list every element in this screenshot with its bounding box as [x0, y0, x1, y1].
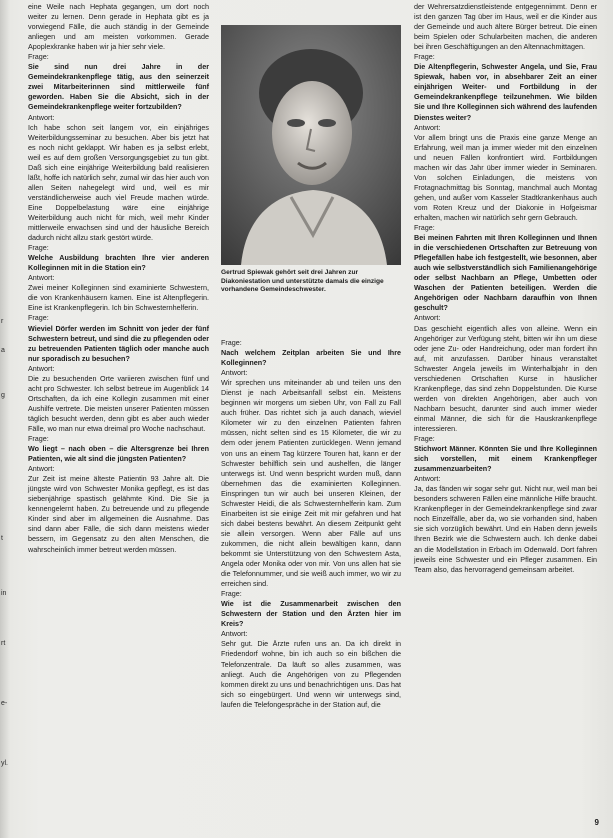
answer-label: Antwort:: [28, 112, 55, 122]
edge-fragment: e-: [1, 700, 8, 707]
photo-caption: Gertrud Spiewak gehört seit drei Jahren zur Diakoniestation und unterstützte damals die einzige vorhandene Gemeindeschwester.: [221, 269, 384, 294]
edge-fragment: rt: [1, 640, 6, 647]
edge-fragment: g: [1, 392, 5, 399]
answer: Ich habe schon seit langem vor, ein einjähriges Weiterbildungsseminar zu besuchen. Aber bis jetzt hat es noch nicht geklappt. Wir haben es ja selbst erlebt, weil es auf dem großen Versorgungsgebiet zu tun gibt. Daß sich eine einjährige Weiterbildung bald realisieren läßt, hoffe ich natürlich sehr, zumal wir das hier auch von allen Seiten nahegelegt wird und, weil es mir verständlicherweise auch viel Freude machen würde. Eine Doppelbelastung wäre eine einjährige Weiterbildung auch nicht für mich, weil mehr Kinder mittlerweile erwachsen sind und der häusliche Bereich dadurch nicht allzu stark gestört würde.: [28, 122, 209, 243]
edge-fragment: r: [1, 318, 4, 325]
question: Sie sind nun drei Jahre in der Gemeindekrankenpflege tätig, aus den seinerzeit zwei Mitarbeiterinnen sind mittlerweile fünf geworden. Haben Sie die Absicht, sich in der Gemeindekrankenpflege weiter fortzubilden?: [28, 62, 209, 112]
question-label: Frage:: [414, 223, 435, 233]
edge-fragment: a: [1, 347, 5, 354]
column-middle: [221, 338, 401, 710]
answer: Vor allem bringt uns die Praxis eine ganze Menge an Erfahrung, weil man ja immer wieder mit den einzelnen und neuen Fällen konfrontiert wird. Fortbildungen machen wir das Jahr über immer wieder in Seminaren. Von solchen Einladungen, die meistens von Frotagnachmittag bis Sonntag, manchmal auch Montag gehen, und außer vom Kasseler Stadtkrankenhaus auch vom Roten Kreuz und der Diakonie in Hofgeismar erhalten, machen wir natürlich sehr gern Gebrauch.: [414, 132, 597, 222]
edge-fragment: in: [1, 590, 7, 597]
question: Die Altenpflegerin, Schwester Angela, und Sie, Frau Spiewak, haben vor, in absehbarer Zeit an einer einjährigen Weiter- und Fortbildung in der Gemeindekrankenpflege teilzunehmen. Wie bilden Sie und Ihre Kolleginnen sich während des laufenden Dienstes weiter?: [414, 62, 597, 122]
question-label: Frage:: [28, 243, 49, 253]
edge-fragment: yl.: [1, 760, 8, 767]
edge-fragment: t: [1, 535, 3, 542]
answer-label: Antwort:: [414, 122, 441, 132]
answer-label: Antwort:: [221, 368, 248, 378]
question-label: Frage:: [28, 313, 49, 323]
answer: Ja, das fänden wir sogar sehr gut. Nicht nur, weil man bei besonders schweren Fällen eine männliche Hilfe braucht. Krankenpfleger in der Gemeindekrankenpflege sind zwar noch Einzelfälle, aber da, wo sie vorhanden sind, haben sie sich vorzüglich bewährt. Und ein Haben denn jeweils Ihren Bezirk wie die Schwestern auch. Ich denke dabei an die Modellstation in Erbach im Odenwald. Dort fahren jeweils eine Schwester und ein Pfleger zusammen. Ein Team also, das hervorragend gemeinsam arbeitet.: [414, 484, 597, 574]
answer: Die zu besuchenden Orte variieren zwischen fünf und acht pro Schwester. Ich selbst betreue im Augenblick 14 Ortschaften, da ich eine Kollegin zusammen mit einer Aushilfe vertrete. Die meisten unserer Patienten müssen täglich besucht werden, denn gibt es aber auch wieder Fälle, wo man nur etwa dreimal pro Woche nachschaut.: [28, 373, 209, 433]
question: Welche Ausbildung brachten Ihre vier anderen Kolleginnen mit in die Station ein?: [28, 253, 209, 273]
answer: Sehr gut. Die Ärzte rufen uns an. Da ich direkt in Friedendorf wohne, bin ich auch so ein bißchen die Telefonzentrale. Da läuft so alles zusammen, was anliegt. Auch die Angehörigen von zu Pflegenden kommen direkt zu uns und benachrichtigen uns. Das hat sich so eingebürgert. Und wenn wir unterwegs sind, laufen die Telefongespräche in der Station auf, die: [221, 639, 401, 709]
question: Wo liegt – nach oben – die Altersgrenze bei Ihren Patienten, wie alt sind die jüngsten Patienten?: [28, 444, 209, 464]
answer: Das geschieht eigentlich alles von alleine. Wenn ein Angehöriger zur Verfügung steht, bitten wir ihn um diese oder jene Zu- oder Handreichung, oder man fordert ihn auf, mit anzufassen. Darüber hinaus veranstaltet Schwester Angela jeweils im Winterhalbjahr in den verschiedenen Ortschaften Kurse in häuslicher Krankenpflege, das sind zehn Doppelstunden. Die Kurse werden von direkten Angehörigen, aber auch von Nachbarn besucht, darunter sind auch immer wieder einmal Männer, die sich für die Hauskrankenpflege interessieren.: [414, 323, 597, 433]
answer-label: Antwort:: [28, 363, 55, 373]
question: Wie ist die Zusammenarbeit zwischen den Schwestern der Station und den Ärzten hier im Kreis?: [221, 599, 401, 629]
page-number: 9: [594, 818, 599, 827]
question-label: Frage:: [221, 338, 242, 347]
column-right: [414, 2, 597, 575]
answer: Zur Zeit ist meine älteste Patientin 93 Jahre alt. Die jüngste wird von Schwester Monika gepflegt, es ist das siebenjährige spastisch gelähmte Kind. Die Sie ja kennengelernt haben. Zu betreuende und zu pflegende Kinder sind aber im allgemeinen die Ausnahme. Das sind dann aber Fälle, die sich dann meistens wieder bessern, im Gegensatz zu den alten Menschen, die wahrscheinlich immer betreut werden müssen.: [28, 474, 209, 554]
answer-label: Antwort:: [28, 273, 55, 283]
question-label: Frage:: [221, 589, 242, 599]
question-label: Frage:: [414, 434, 435, 444]
answer: Wir sprechen uns miteinander ab und teilen uns den Dienst je nach Arbeitsanfall selbst ein. Meistens beginnen wir morgens um sieben Uhr, von Fall zu Fall auch früher. Das richtet sich ja auch danach, wieviel Kilometer wir zu den einzelnen Patienten fahren müssen, nicht selten sind es 15 Kilometer, die wir zu dem oder jenem Patienten zurücklegen. Wenn jemand von uns an einem Tag kürzere Touren hat, kann er der Schwester behilflich sein und aushelfen, die länger unterwegs ist. Und wenn bespricht wurden muß, dann übernehmen das die examinierten Kolleginnen. Einspringen tun wir auch bei unseren Kleinen, der Schwester Heidi, die als Schwesternhelferin kam. Zum Einarbeiten ist sie einige Zeit mit mir gefahren und hat sich dabei bestens bewährt. An diesem Zeitpunkt geht sie allein versorgen. Wenn aber Fälle auf uns zukommen, die nicht allein bewältigen kann, dann bekommt sie Unterstützung von den Schwestern Asta, Angela oder Monika oder von mir. Von uns allen hat sie die Telefonnummer, und sie weiß auch immer, wo wir zu erreichen sind.: [221, 378, 401, 589]
answer-label: Antwort:: [414, 313, 441, 323]
paragraph: der Wehrersatzdienstleistende entgegennimmt. Denn er ist den ganzen Tag über im Haus, weil er die Kinder aus der Gemeinde und auch ältere Bürger betreut. Die einen beim Spielen oder Schularbeiten machen, die anderen bei ihren Geschäftigungen an den Altennachmittagen.: [414, 2, 597, 52]
answer-label: Antwort:: [221, 629, 248, 639]
question: Wieviel Dörfer werden im Schnitt von jeder der fünf Schwestern betreut, und sind die zu pflegenden oder zu betreuenden Patienten täglich oder manche auch nur sporadisch zu besuchen?: [28, 323, 209, 363]
answer-label: Antwort:: [414, 474, 441, 484]
answer: Zwei meiner Kolleginnen sind examinierte Schwestern, die von Krankenhäusern kamen. Eine ist Altenpflegerin. Eine ist Krankenpflegerin. Ich bin Schwesternhelferin.: [28, 283, 209, 313]
answer-label: Antwort:: [28, 464, 55, 474]
paragraph: eine Weile nach Hephata gegangen, um dort noch weiter zu lernen. Denn gerade in Hephata gibt es ja vorwiegend Fälle, die auch ständig in der Gemeinde anliegen und am meisten vorkommen. Gerade Apoplexkranke haben wir ja hier sehr viele.: [28, 2, 209, 52]
portrait-image: [221, 25, 401, 265]
portrait-photo: [221, 25, 401, 265]
question: Bei meinen Fahrten mit Ihren Kolleginnen und Ihnen in die verschiedenen Ortschaften zur Betreuung von Pflegefällen habe ich festgestellt, wie besonnen, aber auch wie selbstverständlich sich Familienangehörige oder selbst Nachbarn an Pflege, Umbetten oder Waschen der Patienten beteiligen. Werden die Angehörigen oder Nachbarn daraufhin von Ihnen geschult?: [414, 233, 597, 313]
left-page-edge-fragments: [0, 0, 14, 838]
question-label: Frage:: [414, 52, 435, 62]
question: Stichwort Männer. Könnten Sie und Ihre Kolleginnen sich vorstellen, mit einem Krankenpfleger zusammenzuarbeiten?: [414, 444, 597, 474]
question: Nach welchem Zeitplan arbeiten Sie und Ihre Kolleginnen?: [221, 348, 401, 368]
column-left: [28, 2, 209, 555]
question-label: Frage:: [28, 434, 49, 444]
question-label: Frage:: [28, 52, 49, 62]
